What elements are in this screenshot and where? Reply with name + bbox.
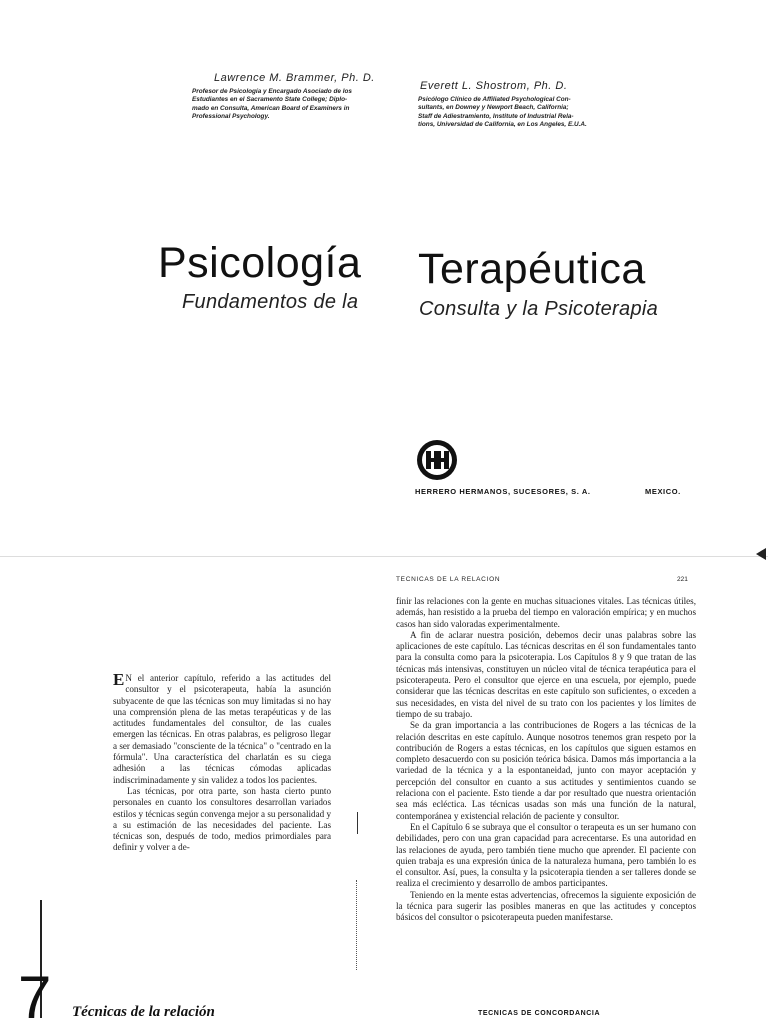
author2-bio-line: Psicólogo Clínico de Affiliated Psychological Con-	[418, 96, 571, 103]
second-paragraph: Las técnicas, por otra parte, son hasta cierto punto personales en cuanto los consultores desarrollan variados estilos y técnicas según convenga mejor a su personalidad y a su estimación de las necesidades del paciente. Las técnicas son, después de todo, medios primordiales para definir y volver a de-	[113, 785, 331, 853]
chapter-number: 7	[18, 964, 52, 1031]
right-page-text	[396, 596, 696, 924]
author2-bio-line: tions, Universidad de California, en Los Angeles, E.U.A.	[418, 121, 587, 129]
body-paragraph: En el Capítulo 6 se subraya que el consultor o terapeuta es un ser humano con debilidades, pero con una gran capacidad para acrecentarse. Es una autoridad en las relaciones de ayuda, pero también tiene mucho que aprender. El paciente con quien trabaja es una expresión única de la naturaleza humana, pero también lo es el consultor. Así, pues, la consulta y la psicoterapia tienden a ser talleres donde se realiza el crecimiento y desarrollo de ambos participantes.	[396, 821, 696, 889]
opening-paragraph	[113, 670, 331, 786]
publisher-logo-icon	[416, 439, 458, 481]
author2-bio-line: sultants, en Downey y Newport Beach, California;	[418, 104, 569, 112]
section-heading: TECNICAS DE CONCORDANCIA	[478, 1010, 601, 1017]
body-paragraph: A fin de aclarar nuestra posición, debemos decir unas palabras sobre las aplicaciones de este capítulo. Las técnicas descritas en él son fundamentales tanto para la consulta como para la psicoterapia. Los Capítulos 8 y 9 que tratan de las técnicas más intensivas, constituyen un núcleo vital de técnica terapéutica para el psicoterapeuta. Pero el consultor que ejerce en una escuela, por ejemplo, puede considerar que las técnicas descritas en este capítulo son suficientes, o exceden a sus necesidades, en vista del nivel de su trato con los pacientes y los límites de tiempo de su trabajo.	[396, 629, 696, 719]
publisher-city: MEXICO.	[645, 487, 681, 496]
author1-bio-line: mado en Consulta, American Board of Examiners in	[192, 104, 350, 112]
author1-bio	[192, 88, 382, 122]
author2-bio	[418, 96, 603, 130]
body-paragraph: finir las relaciones con la gente en muchas situaciones vitales. Las técnicas útiles, además, han resistido a la prueba del tiempo en valoración empírica; y en muchos casos han sido valoradas experimentalmente.	[396, 596, 696, 629]
binding-mark	[357, 812, 358, 834]
book-subtitle-right: Consulta y la Psicoterapia	[419, 298, 659, 320]
binding-mark	[356, 880, 358, 970]
author2-bio-line: Staff de Adiestramiento, Institute of Industrial Rela-	[418, 112, 574, 120]
book-title-left: Psicología	[158, 239, 362, 287]
author2-name: Everett L. Shostrom, Ph. D.	[420, 80, 568, 92]
page-corner-mark	[756, 548, 766, 560]
page-number: 221	[677, 576, 688, 583]
dropcap: E	[113, 670, 125, 689]
author1-bio-line: Estudiantes en el Sacramento State College; Diplo-	[192, 96, 348, 104]
book-subtitle-left: Fundamentos de la	[182, 291, 359, 313]
body-paragraph: Teniendo en la mente estas advertencias, ofrecemos la siguiente exposición de la técnica para sugerir las posibles maneras en que las actitudes y conceptos básicos del consultor o psicoterapeuta pueden manifestarse.	[396, 889, 696, 923]
page-divider	[0, 556, 768, 557]
body-paragraph: Se da gran importancia a las contribuciones de Rogers a las técnicas de la relación descritas en este capítulo. Aunque nosotros tenemos gran respeto por la contribución de Rogers a estas técnicas, en los capítulos que siguen estamos en completo desacuerdo con su posición teórica básica. Damos más importancia a la variedad de la técnica y a la espontaneidad, junto con mayor aceptación y percepción del consultor en cuanto a sus actitudes y sentimientos cuando se relaciona con el paciente. Esto tiende a dar por resultado que nuestra orientación sea más ecléctica. Las técnicas usadas son más una función de la natural, contemporánea y existencial relación de paciente y consultor.	[396, 720, 696, 821]
author1-bio-line: Profesor de Psicología y Encargado Asociado de los	[192, 88, 352, 95]
running-head: TECNICAS DE LA RELACION	[396, 576, 501, 583]
author1-bio-line: Professional Psychology.	[192, 113, 270, 121]
book-title-right: Terapéutica	[418, 245, 646, 293]
opening-paragraph-text: N el anterior capítulo, referido a las actitudes del consultor y el psicoterapeuta, había la asunción subyacente de que las técnicas son muy limitadas si no hay una comprensión plena de las metas terapéuticas y de las actitudes fundamentales del consultor, de las cuales emergen las técnicas. En otras palabras, es peligroso llegar a ser demasiado "consciente de la técnica" o "centrado en la fórmula". Una característica del charlatán es su ciega adhesión a las técnicas cómodas aplicadas indiscriminadamente y sin validez a todos los pacientes.	[113, 673, 331, 785]
author1-name: Lawrence M. Brammer, Ph. D.	[214, 72, 375, 84]
publisher-name: HERRERO HERMANOS, SUCESORES, S. A.	[415, 487, 591, 496]
chapter-title: Técnicas de la relación	[72, 1004, 215, 1020]
opening-text	[113, 670, 331, 854]
